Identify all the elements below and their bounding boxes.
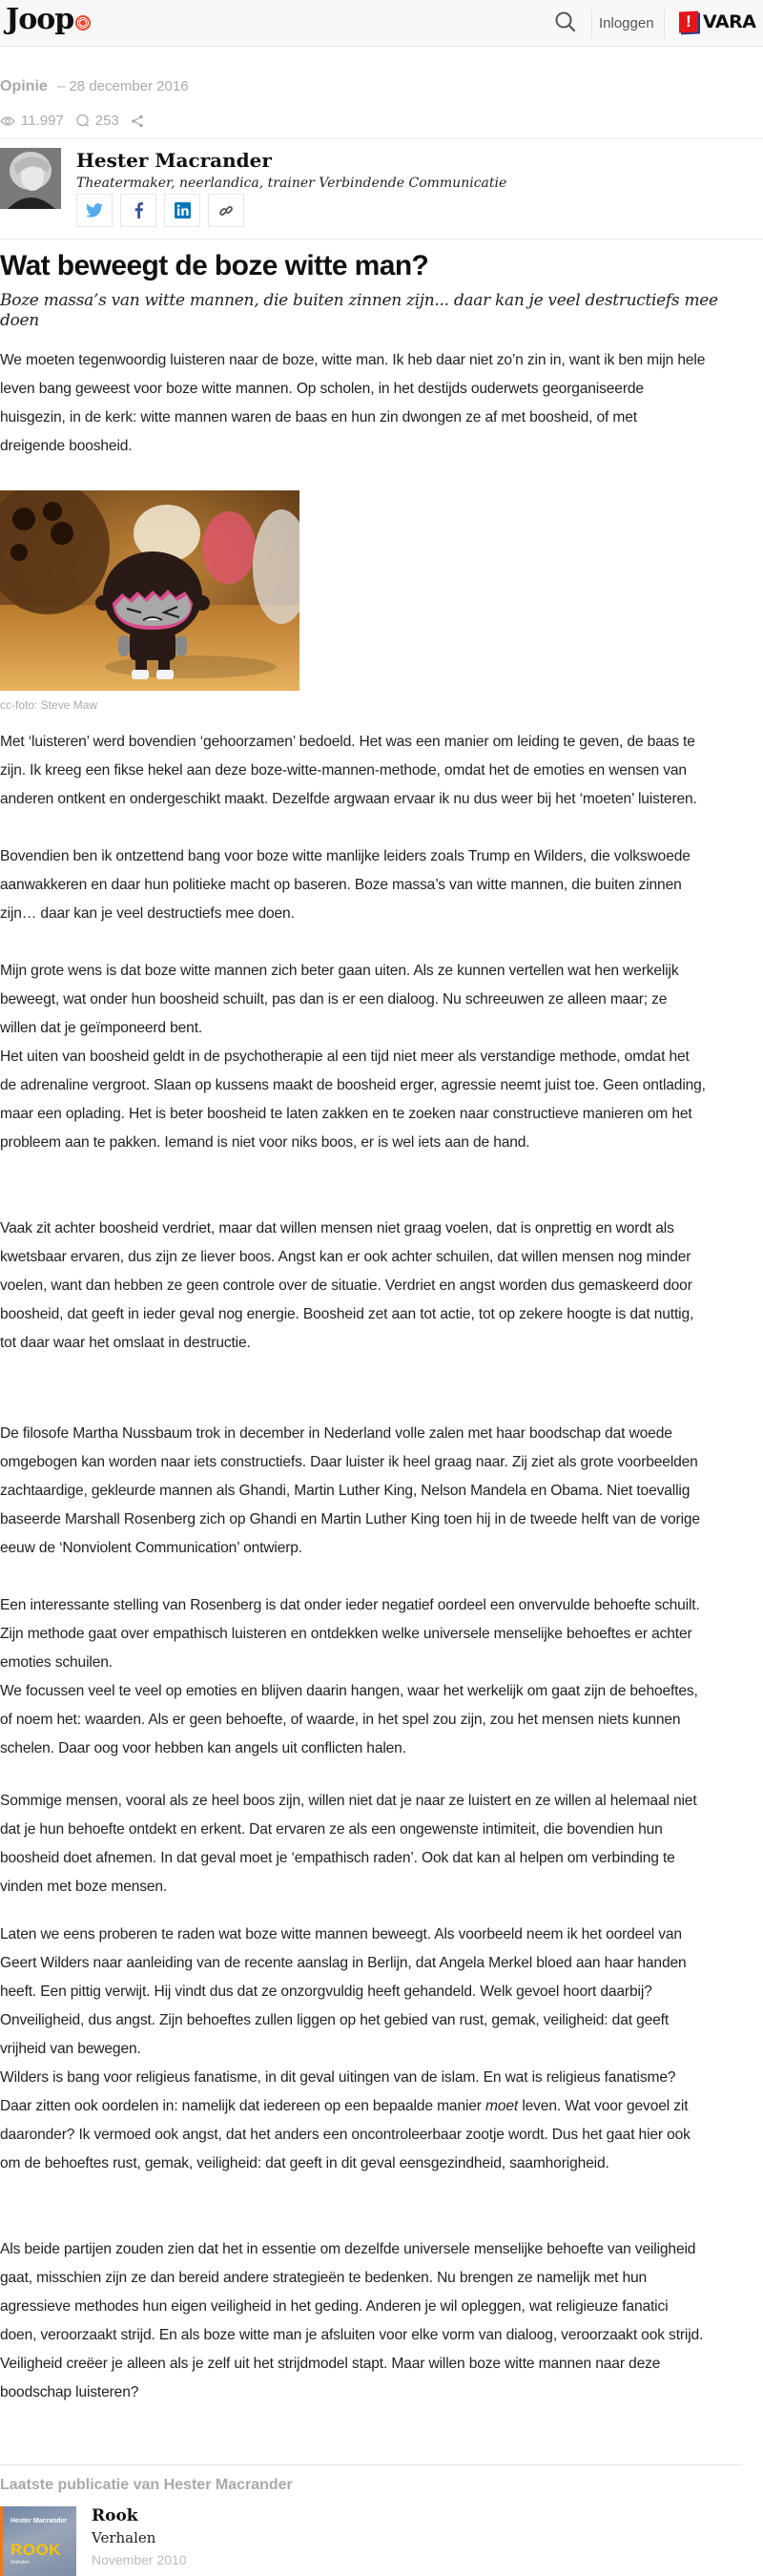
image-caption: cc-foto: Steve Maw bbox=[0, 698, 98, 712]
vara-logo[interactable] bbox=[679, 11, 755, 32]
twitter-icon bbox=[86, 203, 103, 218]
comment-bubble-icon bbox=[75, 114, 90, 128]
copy-link-button[interactable] bbox=[208, 194, 244, 227]
angry-toy-figure-photo bbox=[0, 490, 299, 691]
article-end-divider bbox=[0, 2464, 742, 2465]
emphasis-text: moet bbox=[485, 2098, 519, 2114]
article-title: Wat beweegt de boze witte man? bbox=[0, 250, 429, 281]
article-paragraph bbox=[0, 2064, 706, 2178]
facebook-icon bbox=[134, 202, 143, 218]
comments-stat[interactable] bbox=[75, 113, 119, 129]
eye-icon bbox=[0, 115, 15, 127]
author-role: Theatermaker, neerlandica, trainer Verbindende Communicatie bbox=[76, 176, 507, 191]
joop-logo[interactable] bbox=[6, 3, 91, 36]
article-paragraph: Bovendien ben ik ontzettend bang voor boze witte manlijke leiders zoals Trump en Wilders, die volkswoede aanwakkeren en daar hun politieke macht op baseren. Boze massa’s van witte mannen, die buiten zinnen zijn… daar kan je veel destructiefs mee doen. bbox=[0, 848, 691, 922]
share-facebook-button[interactable] bbox=[120, 194, 156, 227]
article-stats bbox=[0, 113, 155, 129]
header-separator bbox=[591, 10, 592, 38]
article-paragraph: Sommige mensen, vooral als ze heel boos zijn, willen niet dat je naar ze luistert en ze willen al helemaal niet dat je hun behoefte ontdekt en erkent. Dat ervaren ze als een ongewenste intimiteit, die bovendien hun boosheid doet afnemen. In dat geval moet je ‘empathisch raden’. Ook dat kan al helpen om verbinding te vinden met boze mensen. bbox=[0, 1793, 697, 1895]
share-twitter-button[interactable] bbox=[76, 194, 113, 227]
article-paragraph: De filosofe Martha Nussbaum trok in december in Nederland volle zalen met haar boodschap dat woede omgebogen kan worden naar iets constructiefs. Daar luister ik heel graag naar. Zij ziet als grote voorbeelden zachtaardige, gekleurde mannen als Ghandi, Martin Luther King, Nelson Mandela en Obama. Niet toevallig baseerde Marshall Rosenberg zich op Ghandi en Martin Luther King toen hij in de tweede helft van de vorige eeuw de ‘Nonviolent Communication’ ontwierp. bbox=[0, 1425, 700, 1556]
article-paragraph: Het uiten van boosheid geldt in de psychotherapie al een tijd niet meer als verstandige methode, omdat het de adrenaline vergroot. Slaan op kussens maakt de boosheid erger, agressie neemt juist toe. Geen ontlading, maar een oplading. Het is beter boosheid te laten zakken en te zoeken naar constructieve manieren om het probleem aan te pakken. Iemand is niet voor niks boos, er is wel iets aan de hand. bbox=[0, 1049, 706, 1151]
article-image[interactable] bbox=[0, 490, 299, 691]
search-button[interactable] bbox=[553, 10, 578, 34]
views-count: 11.997 bbox=[21, 113, 64, 129]
linkedin-icon bbox=[175, 202, 191, 218]
paragraph-text: leven. Wat voor gevoel zit daaronder? Ik vermoed ook angst, dat het anders een oncontroleerbaar zootje wordt. Dus het gaat hier ook om de behoeftes rust, gemak, veiligheid: dat geeft in dit geval eensgezindheid, saamhorigheid. bbox=[0, 2098, 691, 2171]
cover-author: Hester Macrander bbox=[10, 2518, 68, 2524]
article-paragraph: Laten we eens proberen te raden wat boze witte mannen beweegt. Als voorbeeld neem ik het oordeel van Geert Wilders naar aanleiding van de recente aanslag in Berlijn, dat Angela Merkel bloed aan haar handen heeft. Een pittig verwijt. Hij vindt dus dat ze onzorgvuldig heeft gehandeld. Welk gevoel hoort daarbij? Onveiligheid, dus angst. Zijn behoeftes zullen liggen op het gebied van rust, gemak, veiligheid: dat geeft vrijheid van bewegen. bbox=[0, 1926, 687, 2057]
share-buttons bbox=[76, 194, 252, 227]
share-button[interactable] bbox=[131, 114, 144, 128]
article-paragraph: Met ‘luisteren’ werd bovendien ‘gehoorzamen’ bedoeld. Het was een manier om leiding te geven, de baas te zijn. Ik kreeg een fikse hekel aan deze boze-witte-mannen-methode, omdat het de emoties en wensen van anderen ontkent en ondergeschikt maakt. Dezelfde argwaan ervaar ik nu dus weer bij het ‘moeten’ luisteren. bbox=[0, 734, 697, 807]
article-meta bbox=[0, 78, 189, 95]
share-linkedin-button[interactable] bbox=[164, 194, 200, 227]
meta-divider bbox=[0, 138, 763, 139]
paragraph-text: Wilders is bang voor religieus fanatisme, in dit geval uitingen van de islam. En wat is religieus fanatisme? Daar zitten ook oordelen in: namelijk dat iedereen op een bepaalde manier bbox=[0, 2069, 676, 2114]
book-cover[interactable] bbox=[0, 2506, 76, 2576]
book-date: November 2010 bbox=[92, 2552, 187, 2567]
author-avatar[interactable] bbox=[0, 148, 61, 209]
article-paragraph: We moeten tegenwoordig luisteren naar de boze, witte man. Ik heb daar niet zo’n zin in, want ik ben mijn hele leven bang geweest voor boze witte mannen. Op scholen, in het destijds ouderwets georganiseerde huisgezin, in de kerk: witte mannen waren de baas en hun zin dwongen ze af met boosheid, of met dreigende boosheid. bbox=[0, 352, 706, 454]
book-subtitle: Verhalen bbox=[92, 2529, 156, 2546]
publish-date: – 28 december 2016 bbox=[56, 78, 189, 94]
top-navigation-bar bbox=[0, 0, 763, 47]
cover-subtitle: Verhalen bbox=[10, 2560, 30, 2566]
author-photo bbox=[0, 148, 61, 209]
section-label[interactable]: Opinie bbox=[0, 78, 48, 94]
comments-count: 253 bbox=[94, 113, 119, 129]
header-separator bbox=[664, 10, 665, 38]
logo-target-icon bbox=[75, 15, 91, 31]
author-name[interactable]: Hester Macrander bbox=[76, 149, 272, 172]
search-icon bbox=[553, 10, 578, 34]
link-icon bbox=[218, 203, 234, 218]
views-stat bbox=[0, 113, 64, 129]
book-title[interactable]: Rook bbox=[92, 2506, 138, 2525]
article-subtitle: Boze massa’s van witte mannen, die buiten zinnen zijn... daar kan je veel destructiefs mee doen bbox=[0, 291, 718, 330]
article-paragraph: Vaak zit achter boosheid verdriet, maar dat willen mensen niet graag voelen, dat is onprettig en wordt als kwetsbaar ervaren, dus zijn ze liever boos. Angst kan er ook achter schuilen, dat willen mensen nog minder voelen, want dan hebben ze geen controle over de situatie. Verdriet en angst worden dus gemaskeerd door boosheid, dat geeft in ieder geval nog energie. Boosheid zet aan tot actie, tot op zekere hoogte is dat nuttig, tot daar waar het omslaat in destructie. bbox=[0, 1220, 694, 1351]
logo-text: Joop bbox=[6, 3, 74, 36]
article-paragraph: Mijn grote wens is dat boze witte mannen zich beter gaan uiten. Als ze kunnen vertellen wat hen werkelijk beweegt, wat onder hun boosheid schuilt, pas dan is er een dialoog. Nu schreeuwen ze alleen maar; ze willen dat je geïmponeerd bent. bbox=[0, 963, 679, 1036]
share-icon bbox=[131, 114, 144, 128]
vara-exclamation-icon: ! bbox=[679, 10, 698, 32]
latest-publication-heading: Laatste publicatie van Hester Macrander bbox=[0, 2477, 293, 2493]
article-paragraph: We focussen veel te veel op emoties en blijven daarin hangen, waar het werkelijk om gaat zijn de behoeftes, of noem het: waarden. Als er geen behoefte, of waarde, in het spel zou zijn, zou het mensen niets kunnen schelen. Daar oog voor hebben kan angels uit conflicten halen. bbox=[0, 1683, 698, 1756]
article-paragraph: Als beide partijen zouden zien dat het in essentie om dezelfde universele menselijke behoefte van veiligheid gaat, misschien zijn ze dan bereid andere strategieën te bedenken. Nu brengen ze namelijk met hun agressieve methodes hun eigen veiligheid in het geding. Anderen je wil opleggen, wat religieuze fanatici doen, veroorzaakt strijd. En als boze witte man je afsluiten voor elke vorm van dialoog, veroorzaakt ook strijd. Veiligheid creëer je alleen als je zelf uit het strijdmodel stapt. Maar willen boze witte mannen naar deze boodschap luisteren? bbox=[0, 2241, 704, 2400]
article-paragraph: Een interessante stelling van Rosenberg is dat onder ieder negatief oordeel een onvervulde behoefte schuilt. Zijn methode gaat over empathisch luisteren en ontdekken welke universele menselijke behoeftes er achter emoties schuilen. bbox=[0, 1597, 700, 1671]
vara-logo-text: VARA bbox=[703, 11, 756, 32]
cover-title: ROOK bbox=[10, 2541, 61, 2559]
login-button[interactable]: Inloggen bbox=[599, 15, 654, 31]
